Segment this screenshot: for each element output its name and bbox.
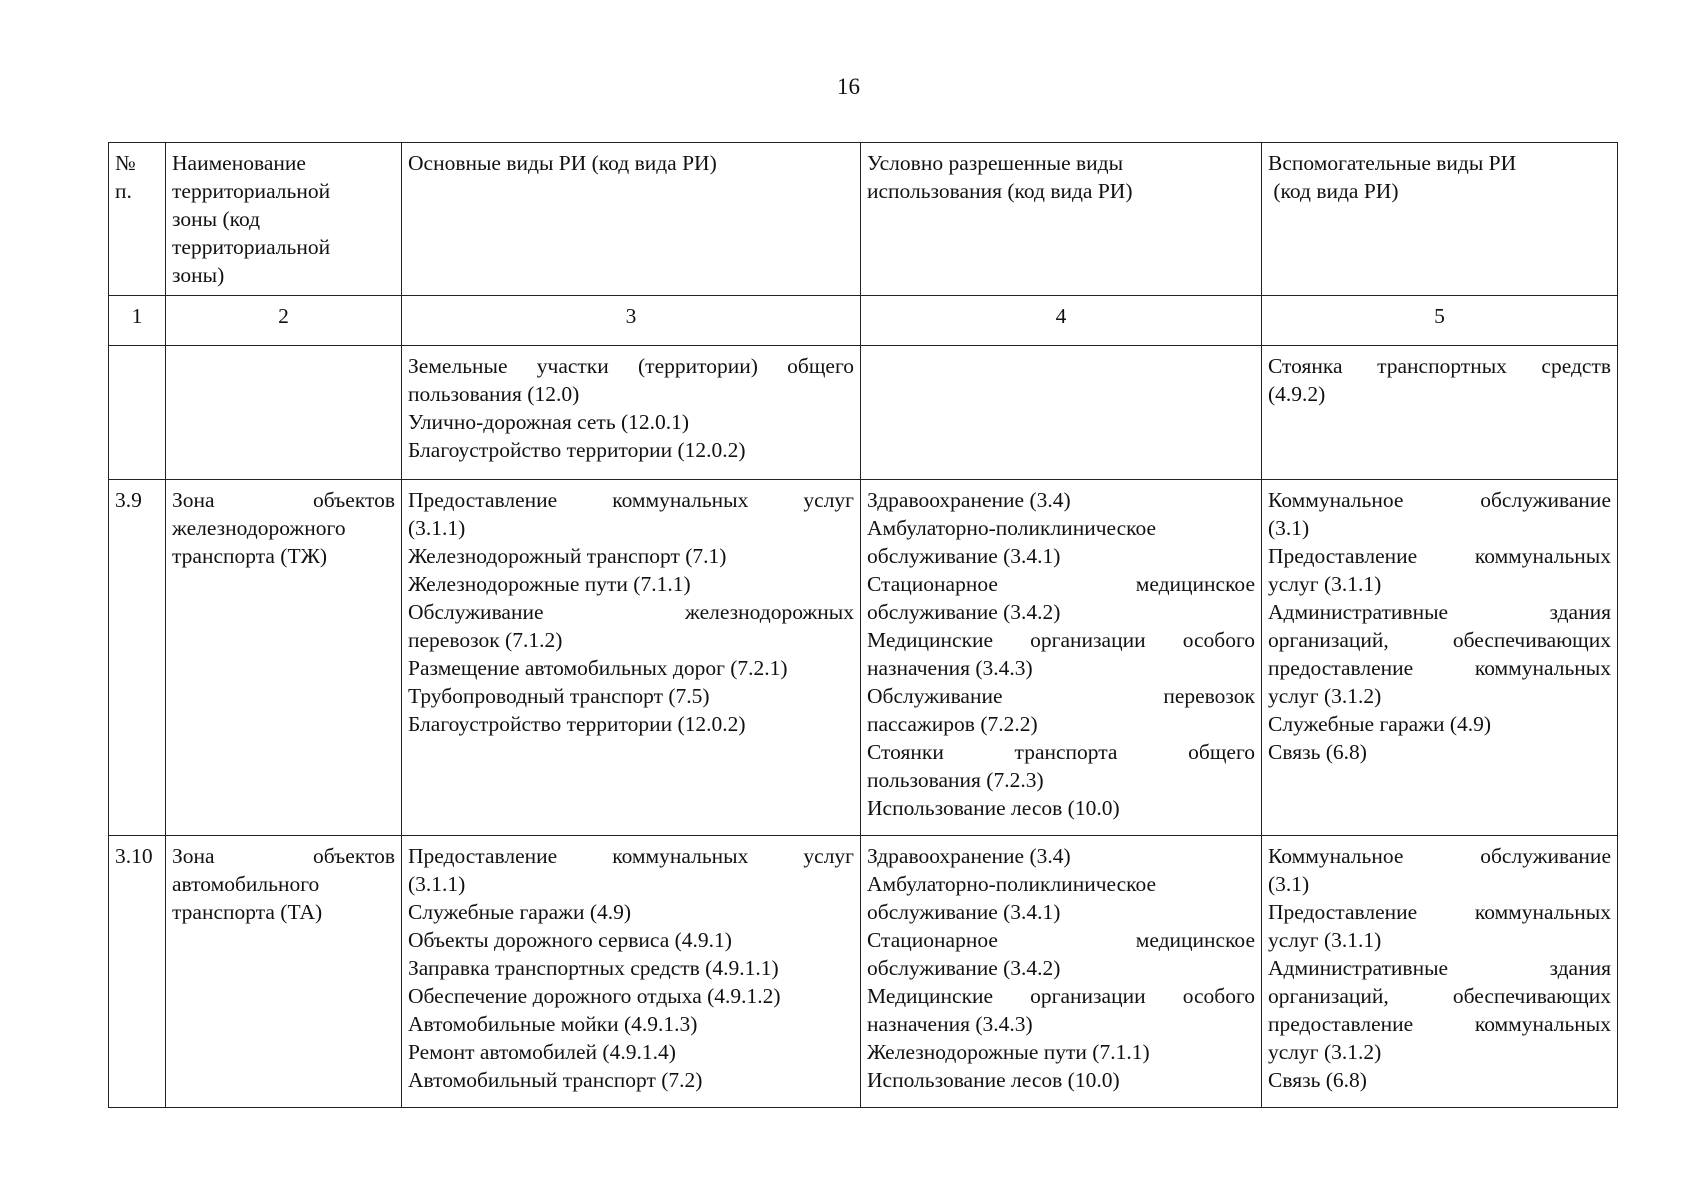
column-number: 4 [861,296,1262,346]
column-number-row [109,296,1618,346]
table-row [109,346,1618,480]
cell-line: Предоставление коммунальных [1268,544,1611,568]
cell-line: п. [115,179,132,203]
cell-line: автомобильного [172,872,320,896]
cell-line: пользования (7.2.3) [867,768,1044,792]
cell-line: зоны (код [172,207,261,231]
main-uses-cell [402,836,861,1108]
cell-line: Основные виды РИ (код вида РИ) [408,151,717,175]
cell-line: Размещение автомобильных дорог (7.2.1) [408,656,788,680]
cell-line: Медицинские организации особого [867,628,1255,652]
cell-line: территориальной [172,179,331,203]
cell-line: Зона объектов [172,844,395,868]
cell-line: территориальной [172,235,331,259]
cell-line: пользования (12.0) [408,382,580,406]
cell-line: Зона объектов [172,488,395,512]
header-main-uses [402,143,861,296]
cell-line: услуг (3.1.1) [1268,928,1382,952]
conditional-uses-cell [861,346,1262,480]
cell-line: (3.1) [1268,516,1310,540]
row-number: 3.10 [109,836,166,1108]
cell-line: Обеспечение дорожного отдыха (4.9.1.2) [408,984,781,1008]
cell-line: Административные здания [1268,600,1611,624]
cell-line: Заправка транспортных средств (4.9.1.1) [408,956,779,980]
cell-line: Амбулаторно-поликлиническое [867,872,1157,896]
zone-name-cell [166,480,402,836]
cell-line: услуг (3.1.2) [1268,1040,1382,1064]
cell-line: (3.1.1) [408,516,466,540]
cell-line: услуг (3.1.2) [1268,684,1382,708]
cell-line: Железнодорожный транспорт (7.1) [408,544,727,568]
cell-line: обслуживание (3.4.2) [867,956,1061,980]
cell-line: Железнодорожные пути (7.1.1) [408,572,691,596]
cell-line: Обслуживание перевозок [867,684,1255,708]
zoning-table [108,142,1618,1108]
cell-line: Использование лесов (10.0) [867,796,1120,820]
cell-line: организаций, обеспечивающих [1268,984,1611,1008]
cell-line: Ремонт автомобилей (4.9.1.4) [408,1040,676,1064]
cell-line: назначения (3.4.3) [867,1012,1033,1036]
cell-line: Автомобильные мойки (4.9.1.3) [408,1012,698,1036]
cell-line: Коммунальное обслуживание [1268,844,1611,868]
conditional-uses-cell [861,836,1262,1108]
row-number: 3.9 [109,480,166,836]
column-number: 3 [402,296,861,346]
column-number: 1 [109,296,166,346]
cell-line: Благоустройство территории (12.0.2) [408,438,746,462]
cell-line: Стоянка транспортных средств [1268,354,1611,378]
table-row [109,836,1618,1108]
cell-line: обслуживание (3.4.1) [867,900,1061,924]
cell-line: (код вида РИ) [1268,179,1399,203]
header-zone-name [166,143,402,296]
cell-line: Административные здания [1268,956,1611,980]
cell-line: организаций, обеспечивающих [1268,628,1611,652]
row-number [109,346,166,480]
cell-line: (3.1) [1268,872,1310,896]
cell-line: Стационарное медицинское [867,928,1255,952]
cell-line: Железнодорожные пути (7.1.1) [867,1040,1150,1064]
cell-line: перевозок (7.1.2) [408,628,563,652]
cell-line: пассажиров (7.2.2) [867,712,1038,736]
table-row [109,480,1618,836]
cell-line: № [115,151,136,175]
cell-line: обслуживание (3.4.1) [867,544,1061,568]
cell-line: Связь (6.8) [1268,740,1367,764]
cell-line: назначения (3.4.3) [867,656,1033,680]
cell-line: Улично-дорожная сеть (12.0.1) [408,410,690,434]
table-header-row [109,143,1618,296]
cell-line: Условно разрешенные виды [867,151,1124,175]
header-auxiliary-uses [1262,143,1618,296]
cell-line: Обслуживание железнодорожных [408,600,854,624]
cell-line: (3.1.1) [408,872,466,896]
cell-line: Здравоохранение (3.4) [867,844,1071,868]
cell-line: услуг (3.1.1) [1268,572,1382,596]
cell-line: Предоставление коммунальных услуг [408,488,854,512]
header-conditional-uses [861,143,1262,296]
cell-line: предоставление коммунальных [1268,656,1611,680]
column-number: 2 [166,296,402,346]
page-number: 16 [837,74,860,99]
cell-line: Служебные гаражи (4.9) [408,900,632,924]
cell-line: зоны) [172,263,225,287]
cell-line: обслуживание (3.4.2) [867,600,1061,624]
cell-line: использования (код вида РИ) [867,179,1133,203]
cell-line: Наименование [172,151,306,175]
cell-line: Служебные гаражи (4.9) [1268,712,1492,736]
main-uses-cell [402,480,861,836]
zone-name-cell [166,836,402,1108]
cell-line: Стационарное медицинское [867,572,1255,596]
cell-line: (4.9.2) [1268,382,1326,406]
auxiliary-uses-cell [1262,346,1618,480]
cell-line: Предоставление коммунальных [1268,900,1611,924]
cell-line: железнодорожного [172,516,346,540]
cell-line: Амбулаторно-поликлиническое [867,516,1157,540]
cell-line: транспорта (ТА) [172,900,323,924]
zone-name-cell [166,346,402,480]
cell-line: Автомобильный транспорт (7.2) [408,1068,703,1092]
cell-line: Связь (6.8) [1268,1068,1367,1092]
cell-line: Предоставление коммунальных услуг [408,844,854,868]
cell-line: Коммунальное обслуживание [1268,488,1611,512]
conditional-uses-cell [861,480,1262,836]
cell-line: Земельные участки (территории) общего [408,354,854,378]
cell-line: Вспомогательные виды РИ [1268,151,1517,175]
cell-line: Здравоохранение (3.4) [867,488,1071,512]
cell-line: Благоустройство территории (12.0.2) [408,712,746,736]
main-uses-cell [402,346,861,480]
header-number [109,143,166,296]
cell-line: Использование лесов (10.0) [867,1068,1120,1092]
cell-line: транспорта (ТЖ) [172,544,328,568]
cell-line: Медицинские организации особого [867,984,1255,1008]
cell-line: Трубопроводный транспорт (7.5) [408,684,710,708]
cell-line: Объекты дорожного сервиса (4.9.1) [408,928,732,952]
cell-line: предоставление коммунальных [1268,1012,1611,1036]
column-number: 5 [1262,296,1618,346]
cell-line: Стоянки транспорта общего [867,740,1255,764]
auxiliary-uses-cell [1262,480,1618,836]
auxiliary-uses-cell [1262,836,1618,1108]
